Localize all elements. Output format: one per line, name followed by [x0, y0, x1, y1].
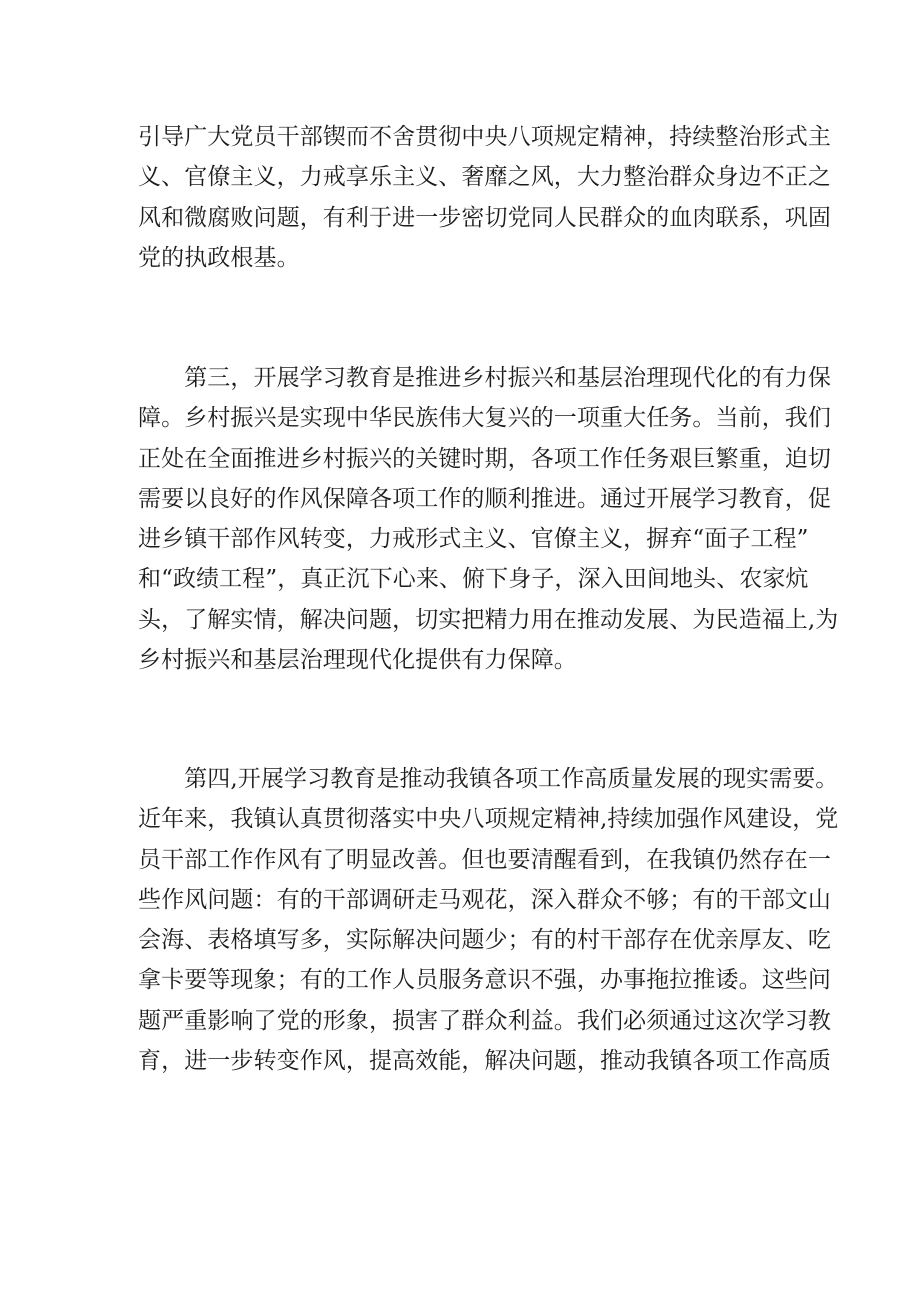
text-line: 和“政绩工程”，真正沉下心来、俯下身子，深入田间地头、农家炕 — [138, 566, 809, 593]
text-line: 会海、表格填写多，实际解决问题少；有的村干部存在优亲厚友、吃 — [138, 927, 831, 954]
text-line: 风和微腐败问题，有利于进一步密切党同人民群众的血肉联系，巩固 — [138, 204, 831, 231]
text-line: 正处在全面推进乡村振兴的关键时期，各项工作任务艰巨繁重，迫切 — [138, 445, 831, 472]
text-line: 障。乡村振兴是实现中华民族伟大复兴的一项重大任务。当前，我们 — [138, 405, 831, 432]
text-line: 进乡镇干部作风转变，力戒形式主义、官僚主义，摒弃“面子工程” — [138, 526, 809, 553]
paragraph-third-rural-revitalization — [138, 358, 839, 680]
text-line: 需要以良好的作风保障各项工作的顺利推进。通过开展学习教育，促 — [138, 485, 831, 512]
text-line: 员干部工作作风有了明显改善。但也要清醒看到，在我镇仍然存在一 — [138, 846, 831, 873]
paragraph-central-eight-rules — [138, 117, 831, 278]
text-line: 头，了解实情，解决问题，切实把精力用在推动发展、为民造福上,为 — [138, 606, 839, 633]
text-line: 党的执政根基。 — [138, 244, 300, 271]
paragraph-fourth-high-quality-development — [138, 759, 839, 1081]
text-line: 第四,开展学习教育是推动我镇各项工作高质量发展的现实需要。 — [138, 766, 839, 792]
text-line: 引导广大党员干部锲而不舍贯彻中央八项规定精神，持续整治形式主 — [138, 124, 831, 150]
text-line: 育，进一步转变作风，提高效能，解决问题，推动我镇各项工作高质 — [138, 1048, 831, 1075]
text-line: 拿卡要等现象；有的工作人员服务意识不强，办事拖拉推诿。这些问 — [138, 967, 831, 994]
text-line: 题严重影响了党的形象，损害了群众利益。我们必须通过这次学习教 — [138, 1007, 831, 1034]
text-line: 义、官僚主义，力戒享乐主义、奢靡之风，大力整治群众身边不正之 — [138, 164, 831, 191]
text-line: 些作风问题：有的干部调研走马观花，深入群众不够；有的干部文山 — [138, 886, 831, 913]
text-line: 近年来，我镇认真贯彻落实中央八项规定精神,持续加强作风建设，党 — [138, 806, 839, 833]
text-line: 第三，开展学习教育是推进乡村振兴和基层治理现代化的有力保 — [138, 365, 831, 391]
text-line: 乡村振兴和基层治理现代化提供有力保障。 — [138, 647, 577, 674]
